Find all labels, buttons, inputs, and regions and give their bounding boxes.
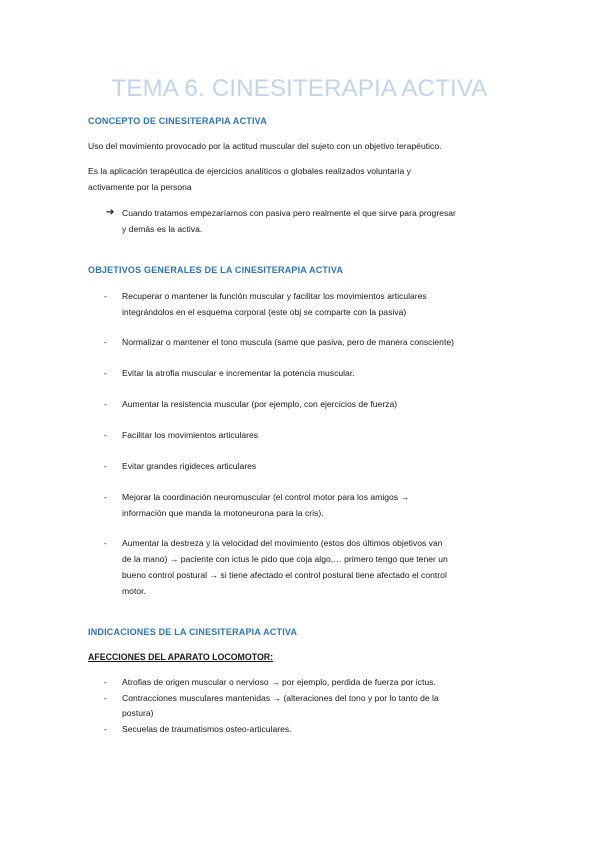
subsection-heading xyxy=(88,651,273,663)
bullet-dash: - xyxy=(104,461,107,471)
list-item-line: Normalizar o mantener el tono muscula (same que pasiva, pero de manera consciente) xyxy=(122,337,454,347)
list-item-line: Evitar la atrofia muscular e incrementar la potencia muscular. xyxy=(122,368,355,378)
list-item-line: Mejorar la coordinación neuromuscular (el control motor para los amigos → xyxy=(122,492,410,502)
bullet-dash: - xyxy=(104,399,107,409)
bullet-dash: - xyxy=(104,538,107,548)
bullet-dash: - xyxy=(104,291,107,301)
arrow-note-line1: Cuando tratamos empezaríamos con pasiva pero realmente el que sirve para progresar xyxy=(122,208,456,218)
list-item-line: integrándolos en el esquema corporal (este obj se comparte con la pasiva) xyxy=(122,307,407,317)
list-item-line: bueno control postural → si tiene afectado el control postural tiene afectado el control xyxy=(122,570,447,580)
arrow-note-line2: y demás es la activa. xyxy=(122,224,203,234)
paragraph-definition: Uso del movimiento provocado por la actitud muscular del sujeto con un objetivo terapéutico. xyxy=(88,141,442,151)
paragraph-application-line1: Es la aplicación terapéutica de ejercicios analíticos o globales realizados voluntaria y xyxy=(88,166,411,176)
section-heading-concepto: CONCEPTO DE CINESITERAPIA ACTIVA xyxy=(88,116,267,126)
list-item-line: de la mano) → paciente con ictus le pido que coja algo,… primero tengo que tener un xyxy=(122,554,448,564)
list-item-line: Evitar grandes rigideces articulares xyxy=(122,461,257,471)
document-title: TEMA 6. CINESITERAPIA ACTIVA xyxy=(111,75,488,102)
bullet-dash: - xyxy=(104,677,107,687)
bullet-dash: - xyxy=(104,430,107,440)
list-item-line: postura) xyxy=(122,708,154,718)
list-item-line: Recuperar o mantener la función muscular y facilitar los movimientos articulares xyxy=(122,291,427,301)
list-item-line: Atrofias de origen muscular o nervioso → por ejemplo, perdida de fuerza por ictus. xyxy=(122,677,436,687)
subsection-heading-text: AFECCIONES DEL APARATO LOCOMOTOR xyxy=(88,652,271,662)
arrow-icon: ➔ xyxy=(106,207,115,218)
list-item-line: Secuelas de traumatismos osteo-articulares. xyxy=(122,724,292,734)
list-item-line: Facilitar los movimientos articulares xyxy=(122,430,259,440)
section-heading-indicaciones: INDICACIONES DE LA CINESITERAPIA ACTIVA xyxy=(88,627,298,637)
bullet-dash: - xyxy=(104,492,107,502)
list-item-line: Aumentar la destreza y la velocidad del movimiento (estos dos últimos objetivos van xyxy=(122,538,443,548)
list-item-line: motor. xyxy=(122,586,146,596)
bullet-dash: - xyxy=(104,693,107,703)
list-item-line: información que manda la motoneurona para la cris). xyxy=(122,508,324,518)
bullet-dash: - xyxy=(104,337,107,347)
bullet-dash: - xyxy=(104,724,107,734)
bullet-dash: - xyxy=(104,368,107,378)
paragraph-application-line2: activamente por la persona xyxy=(88,182,192,192)
list-item-line: Contracciones musculares mantenidas → (alteraciones del tono y por lo tanto de la xyxy=(122,693,439,703)
subsection-heading-colon: : xyxy=(270,652,274,662)
list-item-line: Aumentar la resistencia muscular (por ejemplo, con ejercicios de fuerza) xyxy=(122,399,398,409)
section-heading-objetivos: OBJETIVOS GENERALES DE LA CINESITERAPIA ACTIVA xyxy=(88,265,344,275)
